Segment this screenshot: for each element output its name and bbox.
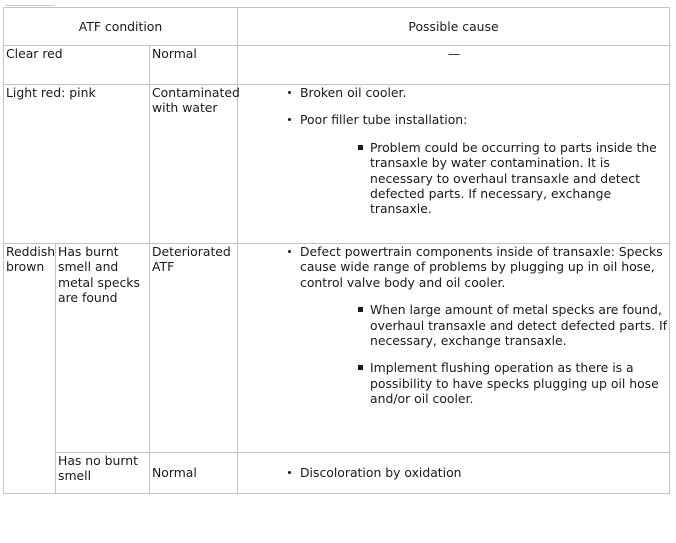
cause-cell <box>238 453 670 494</box>
cause-cell: — <box>238 46 670 85</box>
condition-color: Clear red <box>4 46 150 85</box>
table-row <box>4 46 670 85</box>
header-row <box>4 8 670 46</box>
cause-subitem: Implement flushing operation as there is a possibility to have specks plugging up oil hose and/or oil cooler. <box>370 360 668 406</box>
cause-sublist <box>300 302 668 406</box>
table-row <box>4 85 670 244</box>
condition-state: Contaminated with water <box>150 85 238 244</box>
cause-cell <box>238 85 670 244</box>
cause-subitem: When large amount of metal specks are found, overhaul transaxle and detect defected parts. If necessary, exchange transaxle. <box>370 302 668 349</box>
table-row <box>4 244 670 453</box>
cause-sublist <box>300 140 668 217</box>
condition-state: Normal <box>150 453 238 494</box>
cause-item: Discoloration by oxidation <box>300 465 668 480</box>
condition-color: Light red: pink <box>4 85 150 244</box>
cause-list <box>240 244 668 407</box>
cause-list <box>240 85 668 217</box>
condition-color: Reddish brown <box>4 244 56 494</box>
condition-state: Deteriorated ATF <box>150 244 238 453</box>
cause-item <box>300 244 668 407</box>
condition-detail: Has burnt smell and metal specks are found <box>56 244 150 453</box>
cause-item-text: Poor filler tube installation: <box>300 112 468 128</box>
cause-item: Broken oil cooler. <box>300 85 668 100</box>
cause-item <box>300 112 668 216</box>
cause-list <box>240 465 668 480</box>
atf-condition-table <box>3 7 670 494</box>
cause-item-text: Defect powertrain components inside of transaxle: Specks cause wide range of problems by plugging up in oil hose, control valve body and oil cooler. <box>300 244 663 290</box>
cause-subitem: Problem could be occurring to parts inside the transaxle by water contamination. It is necessary to overhaul transaxle and detect defected parts. If necessary, exchange transaxle. <box>370 140 668 217</box>
condition-state: Normal <box>150 46 238 85</box>
cause-cell <box>238 244 670 453</box>
condition-detail: Has no burnt smell <box>56 453 150 494</box>
header-possible-cause: Possible cause <box>238 8 670 46</box>
table-row <box>4 453 670 494</box>
header-atf-condition: ATF condition <box>4 8 238 46</box>
top-rule <box>5 5 55 6</box>
